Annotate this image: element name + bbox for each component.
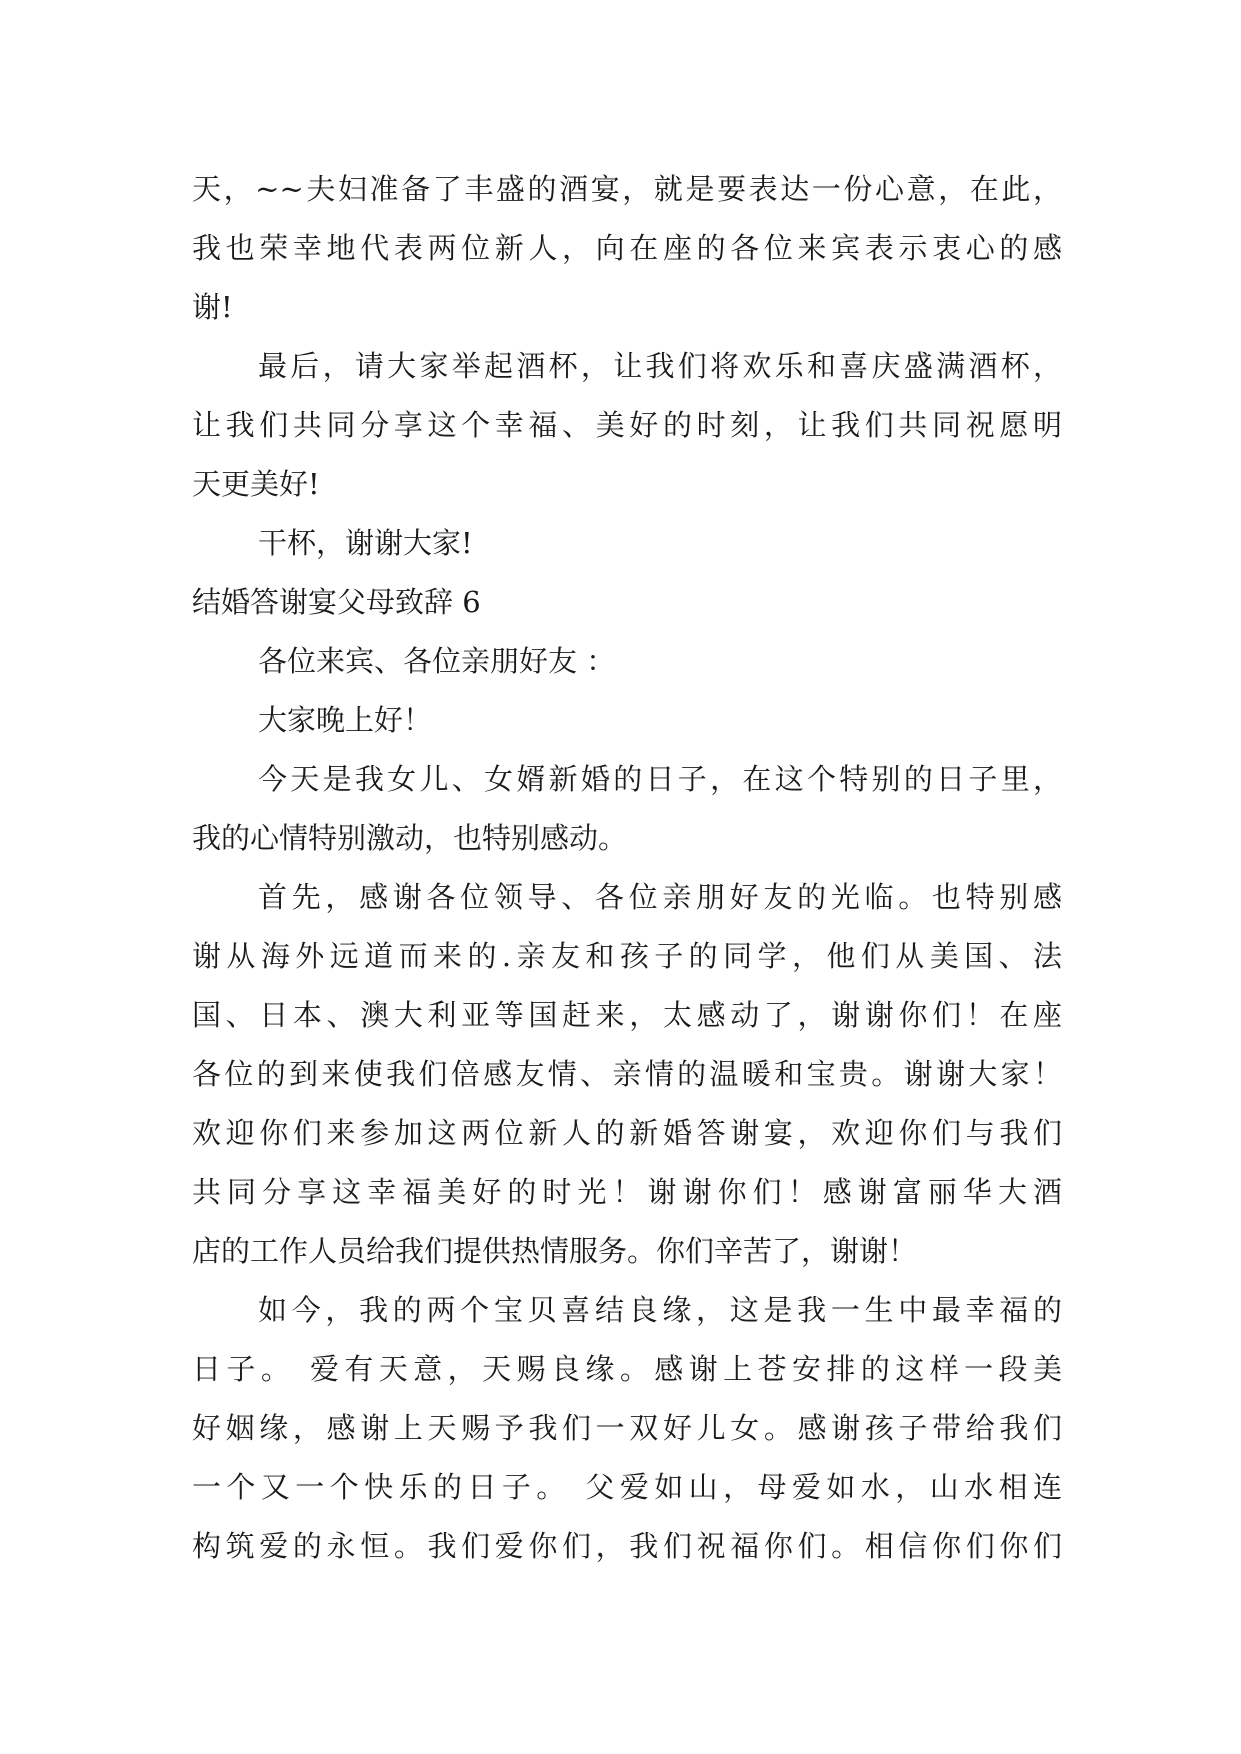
text-line: 一个又一个快乐的日子。 父爱如山，母爱如水，山水相连 xyxy=(192,1470,1062,1504)
text-line: 我的心情特别激动，也特别感动。 xyxy=(192,821,628,855)
text-line: 首先，感谢各位领导、各位亲朋好友的光临。也特别感 xyxy=(258,880,1062,914)
text-line: 大家晚上好！ xyxy=(258,703,433,737)
text-line: 好姻缘，感谢上天赐予我们一双好儿女。感谢孩子带给我们 xyxy=(192,1411,1062,1445)
text-line: 天，~~夫妇准备了丰盛的酒宴，就是要表达一份心意，在此， xyxy=(192,172,1062,206)
text-line: 最后，请大家举起酒杯，让我们将欢乐和喜庆盛满酒杯， xyxy=(258,349,1062,383)
document-body xyxy=(192,160,1062,1576)
text-line: 谢! xyxy=(192,290,233,324)
text-line: 各位来宾、各位亲朋好友 ： xyxy=(258,644,616,678)
text-line: 构筑爱的永恒。我们爱你们，我们祝福你们。相信你们你们 xyxy=(192,1529,1062,1563)
text-line: 共同分享这幸福美好的时光！谢谢你们！感谢富丽华大酒 xyxy=(192,1175,1062,1209)
text-line: 各位的到来使我们倍感友情、亲情的温暖和宝贵。谢谢大家！ xyxy=(192,1057,1062,1091)
text-line: 店的工作人员给我们提供热情服务。你们辛苦了，谢谢！ xyxy=(192,1234,918,1268)
text-line: 国、日本、澳大利亚等国赶来，太感动了，谢谢你们！在座 xyxy=(192,998,1062,1032)
text-line: 让我们共同分享这个幸福、美好的时刻，让我们共同祝愿明 xyxy=(192,408,1062,442)
text-line: 今天是我女儿、女婿新婚的日子，在这个特别的日子里， xyxy=(258,762,1062,796)
text-line: 天更美好! xyxy=(192,467,320,501)
text-line: 日子。 爱有天意，天赐良缘。感谢上苍安排的这样一段美 xyxy=(192,1352,1062,1386)
text-line: 如今，我的两个宝贝喜结良缘，这是我一生中最幸福的 xyxy=(258,1293,1062,1327)
text-line: 谢从海外远道而来的.亲友和孩子的同学，他们从美国、法 xyxy=(192,939,1062,973)
text-line: 欢迎你们来参加这两位新人的新婚答谢宴，欢迎你们与我们 xyxy=(192,1116,1062,1150)
text-line: 我也荣幸地代表两位新人，向在座的各位来宾表示衷心的感 xyxy=(192,231,1062,265)
text-line: 干杯，谢谢大家! xyxy=(258,526,473,560)
section-heading: 结婚答谢宴父母致辞 6 xyxy=(192,585,481,619)
